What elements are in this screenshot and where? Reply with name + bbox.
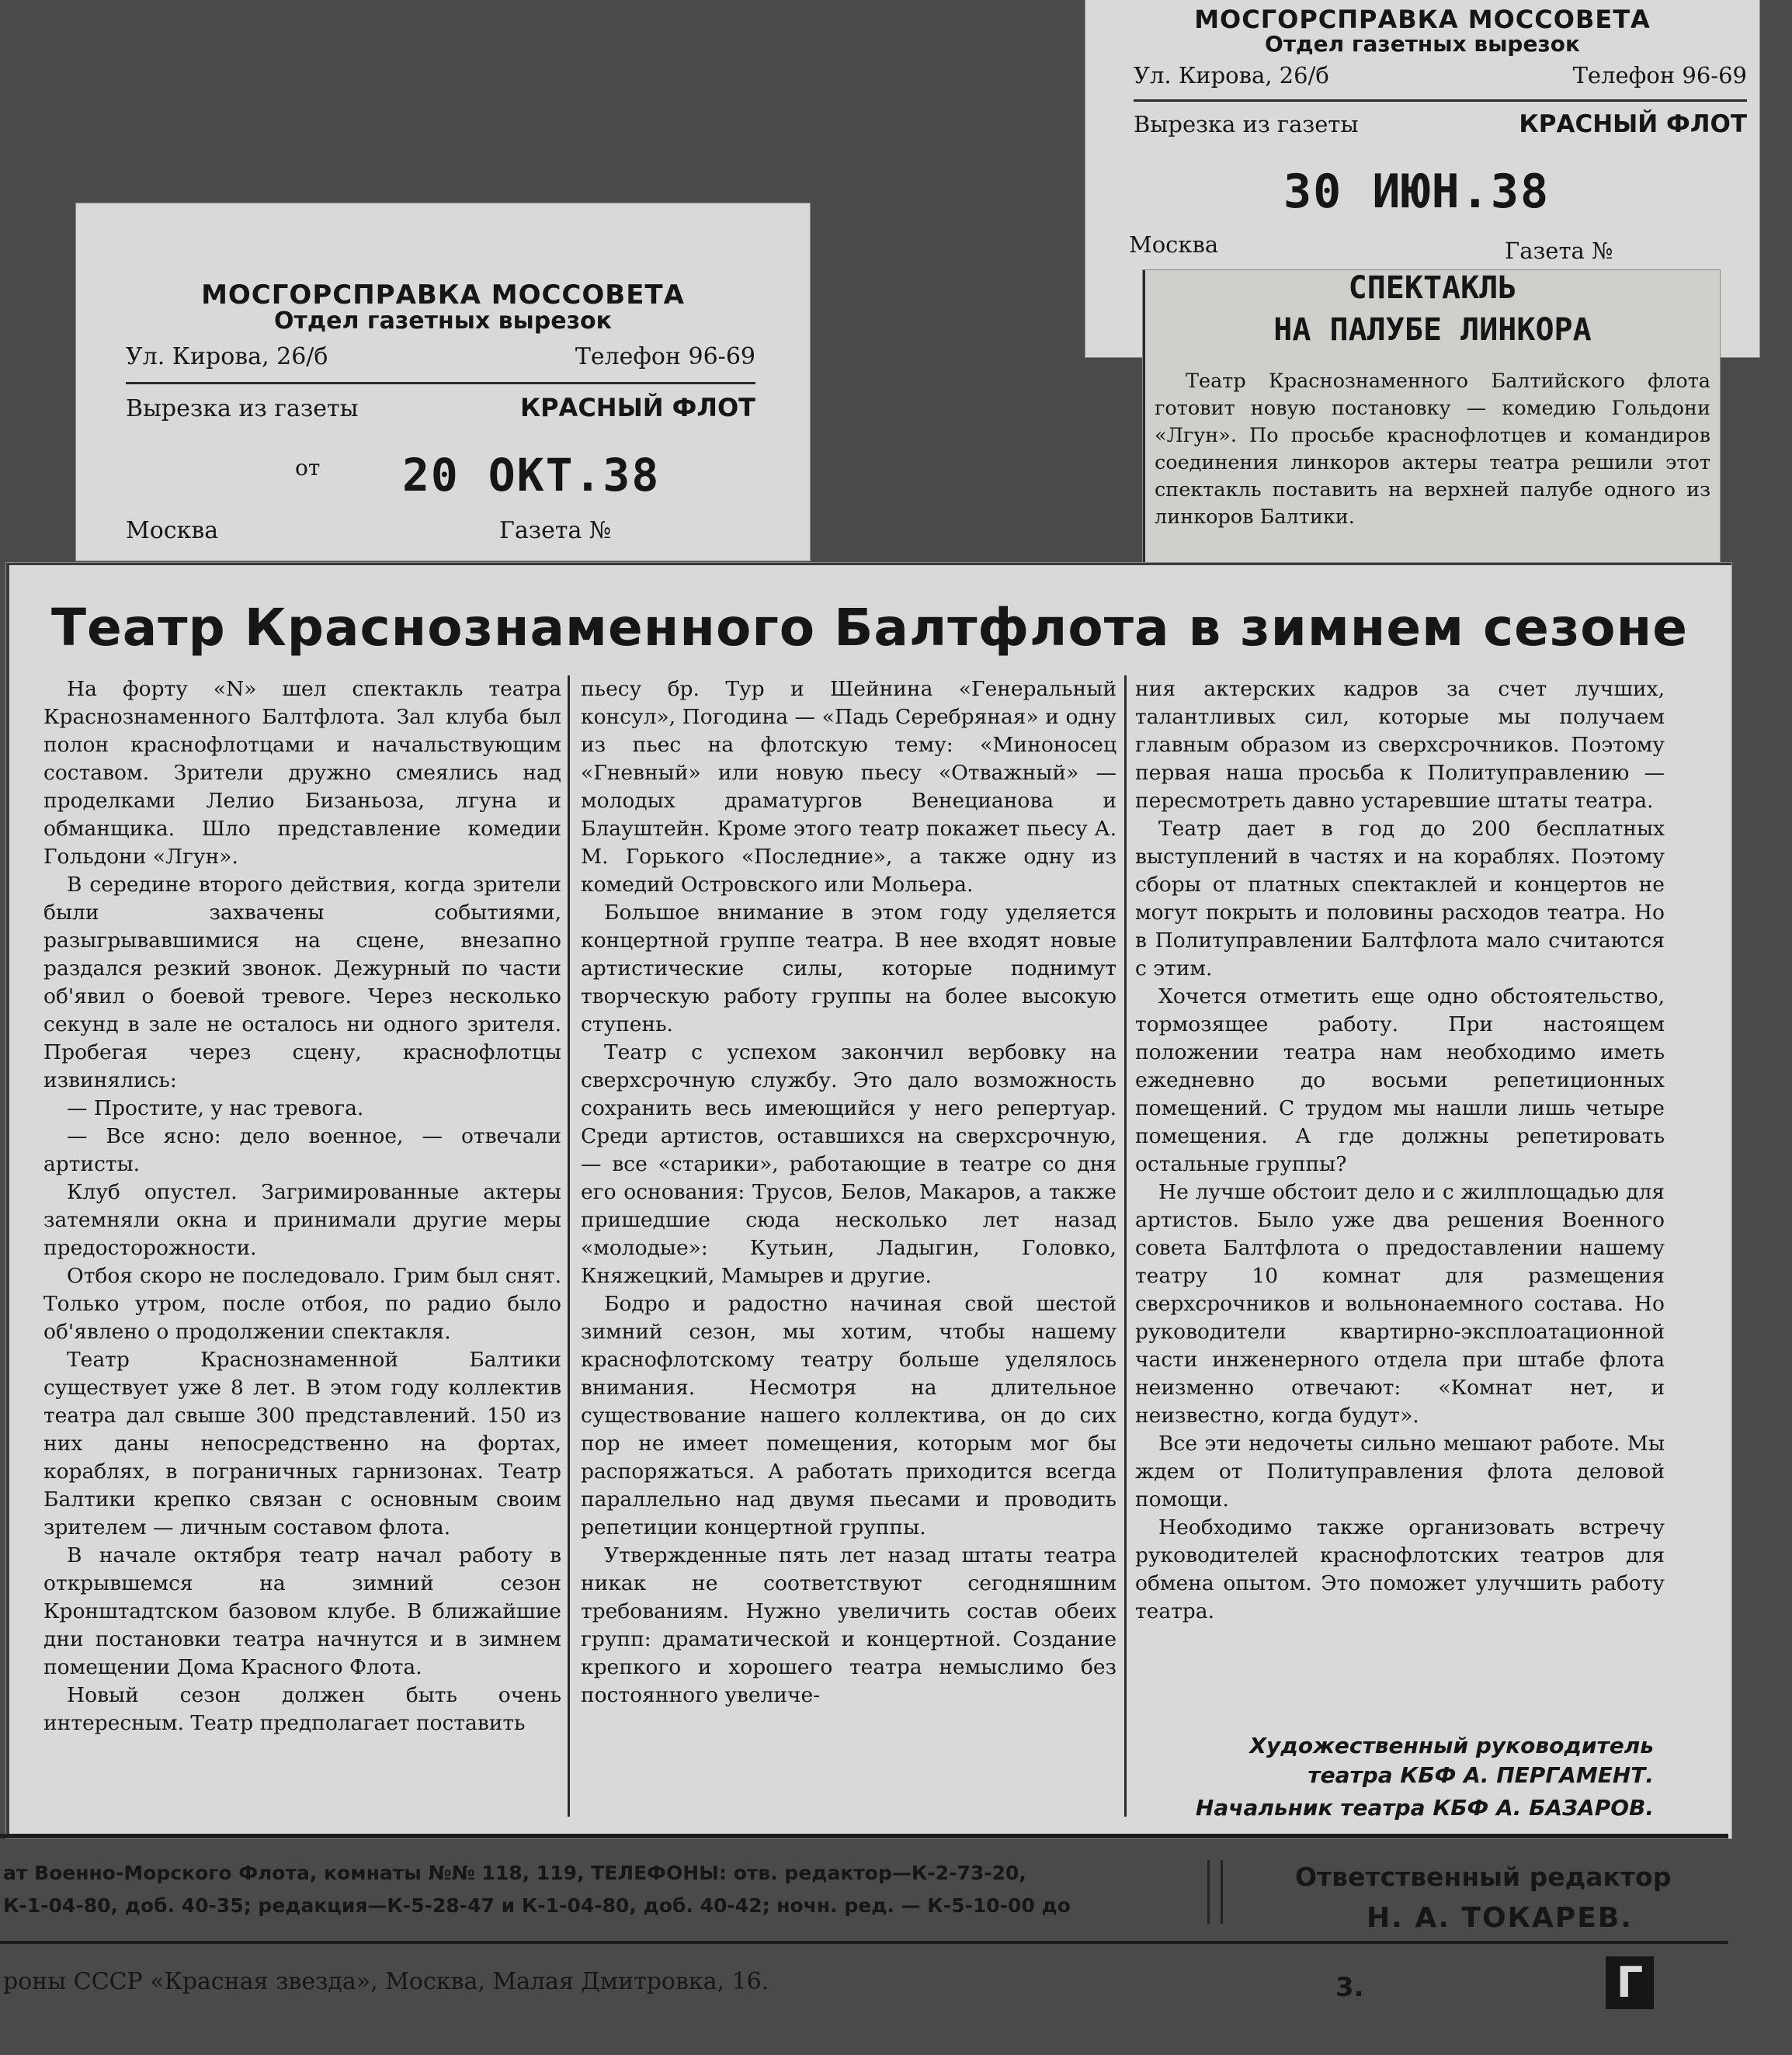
- slip-date-stamp: 30 ИЮН.38: [1283, 165, 1551, 219]
- signature-theatre-chief: Начальник театра КБФ А. БАЗАРОВ.: [1195, 1795, 1654, 1821]
- editor-label: Ответственный редактор: [1295, 1862, 1672, 1892]
- slip-dept: Отдел газетных вырезок: [274, 307, 612, 335]
- article-paragraph: Отбоя скоро не последовало. Грим был снят. Только утром, после отбоя, по радио было об'явлено о продолжении спектакля.: [43, 1264, 561, 1344]
- article-paragraph: Театр Краснознаменной Балтики существует уже 8 лет. В этом году коллектив театра дал свыше 300 представлений. 150 из них даны непосредственно на фортах, кораблях, в пограничных гарнизонах. Театр Балтики крепко связан с основным своим зрителем — личным составом флота.: [43, 1348, 561, 1540]
- slip-phone: Телефон 96-69: [575, 343, 755, 370]
- signature-art-director: Художественный руководитель театра КБФ А. ПЕРГАМЕНТ.: [1249, 1733, 1654, 1788]
- article-paragraph: — Все ясно: дело военное, — отвечали артисты.: [43, 1124, 561, 1176]
- slip-source-row: [1134, 110, 1747, 138]
- slip-cut-from: Вырезка из газеты: [126, 395, 359, 422]
- article-paragraph: Не лучше обстоит дело и с жилплощадью для артистов. Было уже два решения Военного совета Балтфлота о предоставлении нашему театру 10 комнат для размещения сверхсрочников и вольнонаемного состава. Но руководители квартирно-эксплоатационной части инженерного отдела при штабе флота неизменно отвечают: «Комнат нет, и неизвестно, когда будут».: [1135, 1180, 1665, 1428]
- slip-org: МОСГОРСПРАВКА МОССОВЕТА: [201, 279, 685, 311]
- article-paragraph: В середине второго действия, когда зрители были захвачены событиями, разыгрывавшимися на сцене, внезапно раздался резкий звонок. Дежурный по части об'явил о боевой тревоге. Через несколько секунд в зале не осталось ни одного зрителя. Пробегая через сцену, краснофлотцы извинялись:: [43, 873, 561, 1092]
- footer-contacts-1: ат Военно-Морского Флота, комнаты №№ 118, 119, ТЕЛЕФОНЫ: отв. редактор—К-2-73-20,: [3, 1862, 1026, 1884]
- article-paragraph: Театр с успехом закончил вербовку на сверхсрочную службу. Это дало возможность сохранить весь имеющийся у него репертуар. Среди артистов, оставшихся на сверхсрочную, — все «старики», работающие в театре со дня его основания: Трусов, Белов, Макаров, а также пришедшие сюда несколько лет назад «молодые»: Кутьин, Ладыгин, Головко, Княжецкий, Мамырев и другие.: [581, 1040, 1117, 1288]
- article-column-3: [1135, 675, 1665, 1654]
- article-column-2: [581, 675, 1117, 1817]
- small-article-title-2: НА ПАЛУБЕ ЛИНКОРА: [1273, 312, 1592, 348]
- article-paragraph: Необходимо также организовать встречу руководителей краснофлотских театров для обмена опытом. Это поможет улучшить работу театра.: [1135, 1515, 1665, 1623]
- slip-date-stamp: 20 ОКТ.38: [402, 449, 661, 502]
- footer-rule-top: [0, 1834, 1728, 1838]
- article-paragraph: — Простите, у нас тревога.: [67, 1096, 364, 1120]
- article-paragraph: На форту «N» шел спектакль театра Краснознаменного Балтфлота. Зал клуба был полон краснофлотцами и начальствующим составом. Зрители дружно смеялись над проделками Лелио Бизаньоза, лгуна и обманщика. Шло представление комедии Гольдони «Лгун».: [43, 677, 561, 869]
- article-paragraph: ния актерских кадров за счет лучших, талантливых сил, которые мы получаем главным образом из сверхсрочников. Поэтому первая наша просьба к Политуправлению — пересмотреть давно устаревшие штаты театра.: [1135, 677, 1665, 813]
- slip-phone: Телефон 96-69: [1572, 62, 1747, 89]
- article-headline: Театр Краснознаменного Балтфлота в зимнем сезоне: [50, 598, 1689, 658]
- slip-city: Москва: [1129, 231, 1219, 258]
- footer-separator: [1207, 1860, 1223, 1924]
- slip-address: Ул. Кирова, 26/б: [126, 343, 328, 370]
- small-article-clipping: [1143, 270, 1720, 588]
- slip-source-row: [126, 393, 755, 422]
- article-paragraph: В начале октября театр начал работу в открывшемся на зимний сезон Кронштадтском базовом клубе. В ближайшие дни постановки театра начнутся и в зимнем помещении Дома Красного Флота.: [43, 1543, 561, 1679]
- slip-address: Ул. Кирова, 26/б: [1134, 62, 1329, 89]
- slip-divider: [1134, 99, 1747, 102]
- article-paragraph: Утвержденные пять лет назад штаты театра никак не соответствуют сегодняшним требованиям. Нужно увеличить состав обеих групп: драматической и концертной. Создание крепкого и хорошего театра немыслимо без постоянного увеличе-: [581, 1543, 1117, 1707]
- article-paragraph: Театр дает в год до 200 бесплатных выступлений в частях и на кораблях. Поэтому сборы от платных спектаклей и концертов не могут покрыть и половины расходов театра. Но в Политуправлении Балтфлота мало считаются с этим.: [1135, 817, 1665, 981]
- slip-cut-from: Вырезка из газеты: [1134, 111, 1359, 137]
- article-paragraph: Все эти недочеты сильно мешают работе. Мы ждем от Политуправления флота деловой помощи.: [1135, 1432, 1665, 1512]
- small-article-title-1: СПЕКТАКЛЬ: [1348, 270, 1517, 306]
- slip-gazette-no: Газета №: [1505, 238, 1613, 264]
- small-article-body: Театр Краснознаменного Балтийского флота готовит новую постановку — комедию Гольдони «Лгун». По просьбе краснофлотцев и командиров соединения линкоров актеры театра решили этот спектакль поставить на верхней палубе одного из линкоров Балтики.: [1155, 370, 1710, 529]
- column-rule: [1124, 675, 1127, 1817]
- article-column-1: [43, 675, 561, 1817]
- slip-org: МОСГОРСПРАВКА МОССОВЕТА: [1194, 5, 1651, 34]
- article-paragraph: Клуб опустел. Загримированные актеры затемняли окна и принимали другие меры предосторожности.: [43, 1180, 561, 1260]
- column-rule: [568, 675, 570, 1817]
- article-paragraph: пьесу бр. Тур и Шейнина «Генеральный консул», Погодина — «Падь Серебряная» и одну из пьес на флотскую тему: «Миноносец «Гневный» или новую пьесу «Отважный» — молодых драматургов Венецианова и Блауштейн. Кроме этого театр покажет пьесу А. М. Горького «Последние», а также одну из комедий Островского или Мольера.: [581, 677, 1117, 897]
- article-paragraph: Бодро и радостно начиная свой шестой зимний сезон, мы хотим, чтобы нашему краснофлотскому театру больше уделялось внимания. Несмотря на длительное существование нашего коллектива, он до сих пор не имеет помещения, которым мог бы распоряжаться. А работать приходится всегда параллельно над двумя пьесами и проводить репетиции концертной группы.: [581, 1292, 1117, 1540]
- slip-city: Москва: [126, 517, 219, 544]
- article-paragraph: Хочется отметить еще одно обстоятельство, тормозящее работу. При настоящем положении театра нам необходимо иметь ежедневно до восьми репетиционных помещений. С трудом мы нашли лишь четыре помещения. А где должны репетировать остальные группы?: [1135, 984, 1665, 1176]
- page-number: 3.: [1335, 1972, 1364, 2003]
- editor-name: Н. А. ТОКАРЕВ.: [1367, 1902, 1633, 1934]
- slip-from-label: от: [295, 455, 321, 481]
- slip-gazette-no: Газета №: [499, 517, 612, 544]
- slip-address-row: [126, 343, 755, 370]
- printer-mark-letter: Г: [1616, 1958, 1644, 2007]
- slip-address-row: [1134, 62, 1747, 89]
- printer-imprint: роны СССР «Красная звезда», Москва, Малая Дмитровка, 16.: [3, 1968, 769, 1995]
- slip-newspaper: КРАСНЫЙ ФЛОТ: [519, 393, 755, 422]
- clipping-slip-left: [76, 203, 810, 561]
- article-paragraph: Новый сезон должен быть очень интересным. Театр предполагает поставить: [43, 1683, 561, 1735]
- printer-mark-icon: [1606, 1956, 1654, 2009]
- footer-rule-bottom: [0, 1941, 1728, 1944]
- slip-dept: Отдел газетных вырезок: [1265, 31, 1580, 57]
- slip-newspaper: КРАСНЫЙ ФЛОТ: [1519, 110, 1747, 138]
- slip-divider: [126, 382, 755, 384]
- article-paragraph: Большое внимание в этом году уделяется концертной группе театра. В нее входят новые артистические силы, которые поднимут творческую работу группы на более высокую ступень.: [581, 901, 1117, 1036]
- footer-contacts-2: К-1-04-80, доб. 40-35; редакция—К-5-28-47 и К-1-04-80, доб. 40-42; ночн. ред. — К-5-10-00 до: [3, 1894, 1071, 1917]
